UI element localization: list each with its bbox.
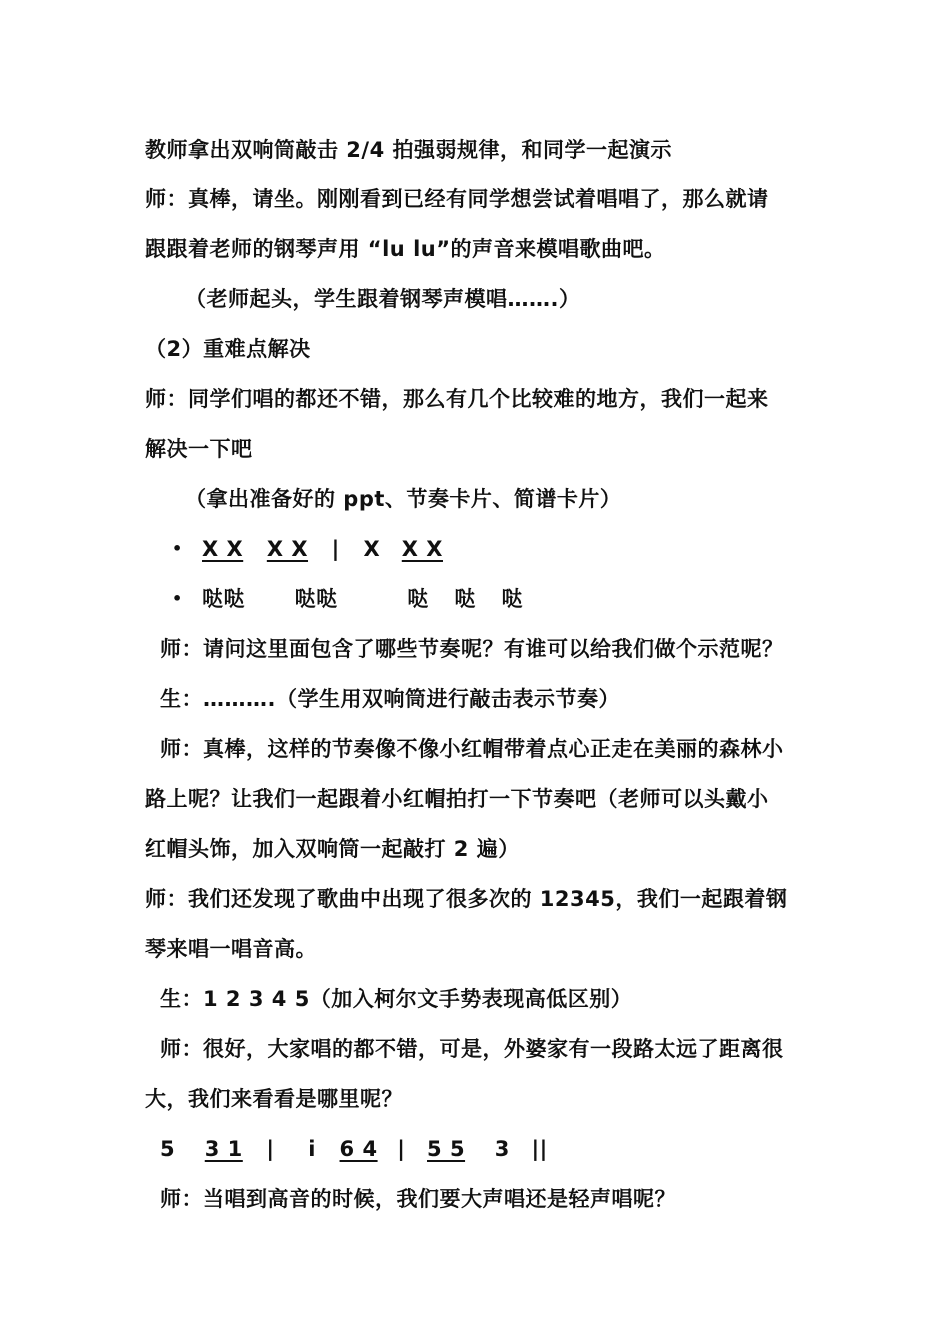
notation-barline-2: | — [397, 1137, 406, 1161]
text-line-19: 师：很好，大家唱的都不错，可是，外婆家有一段路太远了距离很 — [160, 1037, 784, 1061]
text-line-6: 师：同学们唱的都还不错，那么有几个比较难的地方，我们一起来 — [145, 387, 769, 411]
bullet-rhythm: • — [172, 539, 183, 558]
text-line-7: 解决一下吧 — [145, 437, 253, 461]
text-line-20: 大，我们来看看是哪里呢？ — [145, 1087, 403, 1111]
text-line-11: 师：请问这里面包含了哪些节奏呢？有谁可以给我们做个示范呢？ — [160, 637, 784, 661]
bullet-syllables: • — [172, 589, 183, 608]
syllable-2: 哒哒 — [294, 587, 338, 611]
text-line-12: 生：……….（学生用双响筒进行敲击表示节奏） — [160, 687, 620, 711]
notation-row — [160, 1134, 548, 1164]
syllable-4: 哒 — [454, 587, 476, 611]
text-line-14: 路上呢？让我们一起跟着小红帽拍打一下节奏吧（老师可以头戴小 — [145, 787, 769, 811]
rhythm-group-2: X X — [266, 537, 309, 561]
rhythm-group-3: X — [363, 537, 381, 561]
text-line-1: 教师拿出双响筒敲击 2/4 拍强弱规律，和同学一起演示 — [145, 138, 673, 162]
notation-barline-1: | — [266, 1137, 275, 1161]
text-line-17: 琴来唱一唱音高。 — [145, 937, 317, 961]
rhythm-barline: | — [331, 537, 340, 561]
text-line-13: 师：真棒，这样的节奏像不像小红帽带着点心正走在美丽的森林小 — [160, 737, 784, 761]
text-line-2: 师：真棒，请坐。刚刚看到已经有同学想尝试着唱唱了，那么就请 — [145, 187, 769, 211]
syllable-3: 哒 — [407, 587, 429, 611]
syllable-row — [202, 584, 523, 614]
text-line-8: （拿出准备好的 ppt、节奏卡片、简谱卡片） — [185, 487, 622, 511]
text-line-22: 师：当唱到高音的时候，我们要大声唱还是轻声唱呢？ — [160, 1187, 676, 1211]
text-line-15: 红帽头饰，加入双响筒一起敲打 2 遍） — [145, 837, 520, 861]
note-1: 5 — [160, 1137, 176, 1161]
rhythm-group-4: X X — [401, 537, 443, 561]
note-group-2: 3 1 — [204, 1137, 243, 1161]
text-line-3: 跟跟着老师的钢琴声用 “lu lu”的声音来模唱歌曲吧。 — [145, 237, 666, 261]
syllable-1: 哒哒 — [202, 587, 245, 611]
text-line-18: 生：1 2 3 4 5（加入柯尔文手势表现高低区别） — [160, 987, 633, 1011]
text-line-4: （老师起头，学生跟着钢琴声模唱…….） — [185, 287, 581, 311]
rhythm-group-1: X X — [202, 537, 244, 561]
text-line-16: 师：我们还发现了歌曲中出现了很多次的 12345，我们一起跟着钢 — [145, 887, 788, 911]
rhythm-row — [202, 534, 443, 564]
note-3: i — [308, 1137, 316, 1161]
syllable-5: 哒 — [501, 587, 523, 611]
note-6: 3 — [494, 1137, 510, 1161]
section-heading: （2）重难点解决 — [145, 337, 311, 361]
notation-end-barline: || — [531, 1137, 548, 1161]
note-group-5: 5 5 — [427, 1137, 466, 1161]
note-group-4: 6 4 — [339, 1137, 378, 1161]
